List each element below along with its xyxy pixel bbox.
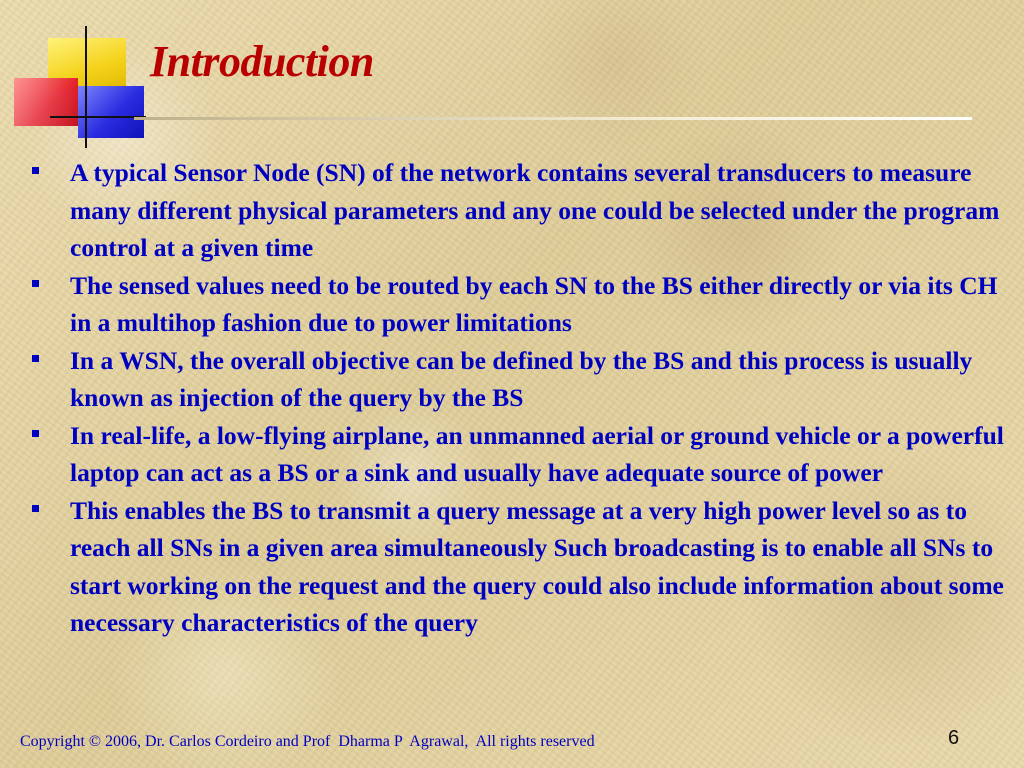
bullet-square-icon xyxy=(32,505,39,512)
bullet-item xyxy=(30,492,1005,642)
bullet-item xyxy=(30,342,1005,417)
bullet-item xyxy=(30,154,1005,267)
bullet-text: The sensed values need to be routed by each SN to the BS either directly or via its CH in a multihop fashion due to power limitations xyxy=(70,270,998,337)
bullet-square-icon xyxy=(32,430,39,437)
title-underline-rule xyxy=(134,117,972,120)
page-number: 6 xyxy=(948,727,960,749)
logo-vertical-line xyxy=(85,26,87,148)
bullet-square-icon xyxy=(32,280,39,287)
bullet-list xyxy=(30,154,1005,642)
bullet-text: In a WSN, the overall objective can be defined by the BS and this process is usually known as injection of the query by the BS xyxy=(70,345,973,412)
logo-horizontal-line xyxy=(50,116,146,118)
bullet-item xyxy=(30,417,1005,492)
decorative-squares-logo xyxy=(0,0,160,150)
bullet-square-icon xyxy=(32,167,39,174)
red-square-highlight xyxy=(14,78,78,126)
bullet-text: In real-life, a low-flying airplane, an unmanned aerial or ground vehicle or a powerful laptop can act as a BS or a sink and usually have adequate source of power xyxy=(70,420,1004,487)
bullet-text: This enables the BS to transmit a query message at a very high power level so as to reach all SNs in a given area simultaneously Such broadcasting is to enable all SNs to start working on the request and the query could also include information about some necessary characteristics of the query xyxy=(70,495,1004,637)
blue-square xyxy=(78,86,144,138)
bullet-text: A typical Sensor Node (SN) of the network contains several transducers to measure many different physical parameters and any one could be selected under the program control at a given time xyxy=(70,158,1000,262)
slide-title: Introduction xyxy=(150,37,374,86)
bullet-square-icon xyxy=(32,355,39,362)
copyright-footer: Copyright © 2006, Dr. Carlos Cordeiro and Prof Dharma P Agrawal, All rights reserved xyxy=(20,733,595,750)
bullet-item xyxy=(30,267,1005,342)
